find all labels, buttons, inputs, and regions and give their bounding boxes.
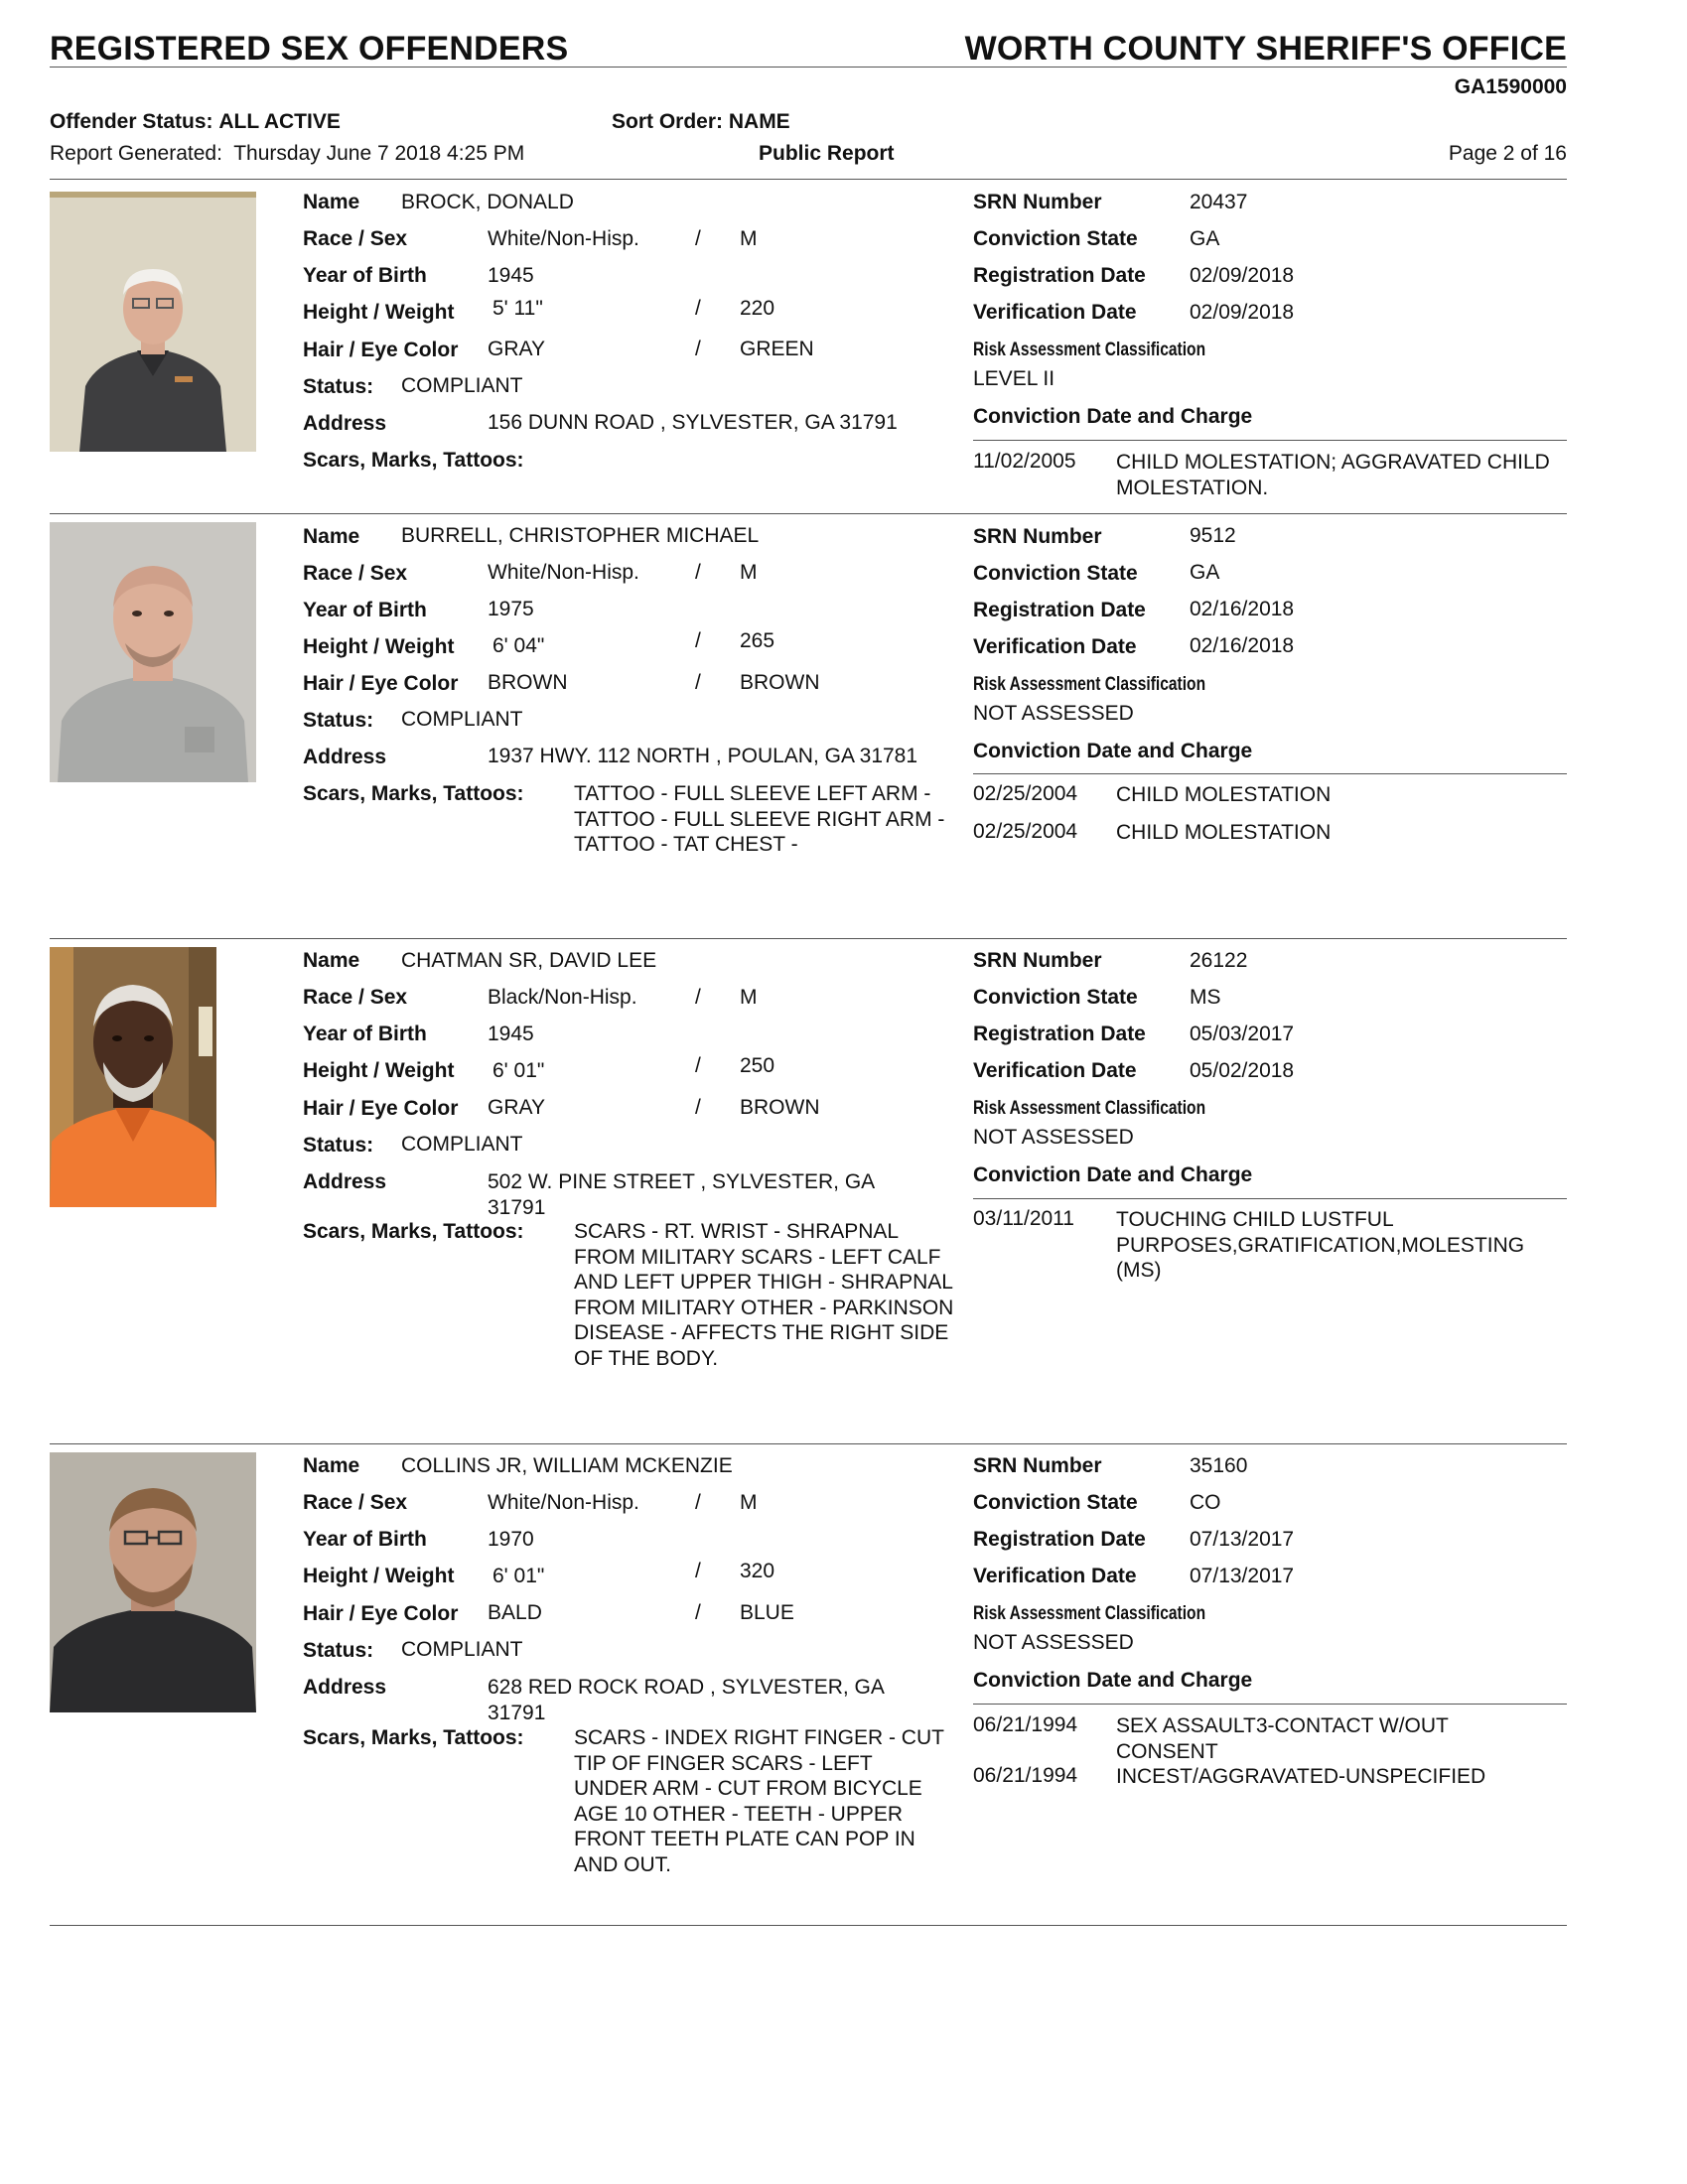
slash: / bbox=[695, 1054, 701, 1077]
charge-description: CHILD MOLESTATION bbox=[1116, 783, 1332, 806]
race-sex-label: Race / Sex bbox=[303, 227, 408, 250]
sort-order-value: NAME bbox=[728, 110, 790, 133]
status-label: Status: bbox=[303, 375, 374, 398]
risk-value: LEVEL II bbox=[973, 367, 1055, 390]
registration-date-label: Registration Date bbox=[973, 1528, 1146, 1551]
offender-photo-image bbox=[50, 522, 256, 782]
srn-label: SRN Number bbox=[973, 949, 1102, 972]
status-value: COMPLIANT bbox=[401, 1133, 523, 1156]
srn-value: 9512 bbox=[1190, 524, 1236, 547]
slash: / bbox=[695, 1491, 701, 1514]
risk-label: Risk Assessment Classification bbox=[973, 674, 1206, 695]
sex-value: M bbox=[740, 1491, 758, 1514]
report-page bbox=[50, 0, 1567, 2184]
srn-value: 26122 bbox=[1190, 949, 1248, 972]
year-of-birth-value: 1945 bbox=[488, 264, 534, 287]
status-label: Status: bbox=[303, 709, 374, 732]
offender-photo-image bbox=[50, 192, 256, 452]
conviction-state-value: MS bbox=[1190, 986, 1221, 1009]
weight-value: 250 bbox=[740, 1054, 775, 1077]
hair-eye-label: Hair / Eye Color bbox=[303, 1602, 459, 1625]
offender-photo-image bbox=[50, 1452, 256, 1712]
verification-date-label: Verification Date bbox=[973, 1059, 1137, 1082]
slash: / bbox=[695, 1560, 701, 1582]
verification-date-value: 05/02/2018 bbox=[1190, 1059, 1295, 1082]
conviction-charge-label: Conviction Date and Charge bbox=[973, 1669, 1253, 1692]
slash: / bbox=[695, 671, 701, 694]
race-sex-label: Race / Sex bbox=[303, 1491, 408, 1514]
offender-status-value: ALL ACTIVE bbox=[218, 110, 341, 133]
height-weight-label: Height / Weight bbox=[303, 635, 455, 658]
charge-date: 06/21/1994 bbox=[973, 1713, 1078, 1736]
scars-label: Scars, Marks, Tattoos: bbox=[303, 449, 524, 472]
slash: / bbox=[695, 561, 701, 584]
offender-status-label: Offender Status: bbox=[50, 110, 213, 133]
sort-order bbox=[612, 110, 790, 134]
record-divider bbox=[50, 513, 1567, 514]
name-label: Name bbox=[303, 1454, 360, 1477]
race-value: White/Non-Hisp. bbox=[488, 561, 639, 584]
conviction-state-label: Conviction State bbox=[973, 227, 1138, 250]
hair-eye-label: Hair / Eye Color bbox=[303, 672, 459, 695]
height-value: 6' 01" bbox=[492, 1059, 545, 1082]
srn-label: SRN Number bbox=[973, 1454, 1102, 1477]
name-label: Name bbox=[303, 525, 360, 548]
srn-label: SRN Number bbox=[973, 191, 1102, 213]
slash: / bbox=[695, 1096, 701, 1119]
report-generated-label: Report Generated: bbox=[50, 142, 222, 165]
record-divider bbox=[50, 1443, 1567, 1444]
charge-divider bbox=[973, 1704, 1567, 1705]
conviction-state-label: Conviction State bbox=[973, 986, 1138, 1009]
race-sex-label: Race / Sex bbox=[303, 562, 408, 585]
charge-divider bbox=[973, 773, 1567, 774]
verification-date-label: Verification Date bbox=[973, 635, 1137, 658]
hair-eye-label: Hair / Eye Color bbox=[303, 1097, 459, 1120]
risk-label: Risk Assessment Classification bbox=[973, 1603, 1206, 1624]
weight-value: 320 bbox=[740, 1560, 775, 1582]
address-value: 1937 HWY. 112 NORTH , POULAN, GA 31781 bbox=[488, 745, 918, 767]
offender-name: CHATMAN SR, DAVID LEE bbox=[401, 949, 657, 972]
charge-description: CHILD MOLESTATION; AGGRAVATED CHILD MOLESTATION. bbox=[1116, 451, 1550, 499]
year-of-birth-label: Year of Birth bbox=[303, 1528, 427, 1551]
race-sex-label: Race / Sex bbox=[303, 986, 408, 1009]
name-label: Name bbox=[303, 949, 360, 972]
offender-record bbox=[50, 947, 1567, 1444]
status-value: COMPLIANT bbox=[401, 1638, 523, 1661]
offender-record bbox=[50, 189, 1567, 514]
sort-order-label: Sort Order: bbox=[612, 110, 724, 133]
address-label: Address bbox=[303, 746, 387, 768]
status-label: Status: bbox=[303, 1134, 374, 1157]
charge-divider bbox=[973, 440, 1567, 441]
scars-label: Scars, Marks, Tattoos: bbox=[303, 1726, 524, 1749]
conviction-state-value: CO bbox=[1190, 1491, 1221, 1514]
report-generated-value: Thursday June 7 2018 4:25 PM bbox=[233, 142, 525, 165]
report-title: REGISTERED SEX OFFENDERS bbox=[50, 30, 569, 68]
year-of-birth-value: 1945 bbox=[488, 1023, 534, 1045]
conviction-charge-label: Conviction Date and Charge bbox=[973, 740, 1253, 762]
status-value: COMPLIANT bbox=[401, 374, 523, 397]
registration-date-value: 02/09/2018 bbox=[1190, 264, 1295, 287]
offender-photo bbox=[50, 1452, 256, 1712]
eye-value: BLUE bbox=[740, 1601, 794, 1624]
address-value: 156 DUNN ROAD , SYLVESTER, GA 31791 bbox=[488, 411, 898, 434]
name-label: Name bbox=[303, 191, 360, 213]
verification-date-label: Verification Date bbox=[973, 1565, 1137, 1587]
charge-date: 02/25/2004 bbox=[973, 820, 1078, 843]
year-of-birth-label: Year of Birth bbox=[303, 264, 427, 287]
address-value: 628 RED ROCK ROAD , SYLVESTER, GA 31791 bbox=[488, 1676, 884, 1724]
registration-date-value: 02/16/2018 bbox=[1190, 598, 1295, 620]
header-divider-2 bbox=[50, 179, 1567, 180]
race-value: White/Non-Hisp. bbox=[488, 227, 639, 250]
registration-date-value: 07/13/2017 bbox=[1190, 1528, 1295, 1551]
registration-date-label: Registration Date bbox=[973, 1023, 1146, 1045]
eye-value: GREEN bbox=[740, 338, 814, 360]
offender-photo-image bbox=[50, 947, 216, 1207]
address-value: 502 W. PINE STREET , SYLVESTER, GA 31791 bbox=[488, 1170, 875, 1219]
slash: / bbox=[695, 986, 701, 1009]
srn-value: 20437 bbox=[1190, 191, 1248, 213]
charge-divider bbox=[973, 1198, 1567, 1199]
verification-date-value: 07/13/2017 bbox=[1190, 1565, 1295, 1587]
offender-status bbox=[50, 110, 341, 134]
height-value: 6' 01" bbox=[492, 1565, 545, 1587]
record-divider bbox=[50, 1925, 1567, 1926]
hair-value: GRAY bbox=[488, 1096, 545, 1119]
page-number: Page 2 of 16 bbox=[1448, 142, 1567, 165]
hair-value: GRAY bbox=[488, 338, 545, 360]
offender-photo bbox=[50, 947, 216, 1207]
registration-date-label: Registration Date bbox=[973, 264, 1146, 287]
year-of-birth-value: 1975 bbox=[488, 598, 534, 620]
charge-date: 06/21/1994 bbox=[973, 1764, 1078, 1787]
registration-date-label: Registration Date bbox=[973, 599, 1146, 621]
slash: / bbox=[695, 297, 701, 320]
eye-value: BROWN bbox=[740, 671, 820, 694]
offender-record bbox=[50, 522, 1567, 939]
offender-record bbox=[50, 1452, 1567, 1926]
address-label: Address bbox=[303, 1676, 387, 1699]
srn-label: SRN Number bbox=[973, 525, 1102, 548]
verification-date-label: Verification Date bbox=[973, 301, 1137, 324]
year-of-birth-label: Year of Birth bbox=[303, 1023, 427, 1045]
verification-date-value: 02/09/2018 bbox=[1190, 301, 1295, 324]
conviction-charge-label: Conviction Date and Charge bbox=[973, 1163, 1253, 1186]
scars-value: SCARS - INDEX RIGHT FINGER - CUT TIP OF FINGER SCARS - LEFT UNDER ARM - CUT FROM BICYCLE AGE 10 OTHER - TEETH - UPPER FRONT TEETH PLATE CAN POP IN AND OUT. bbox=[574, 1726, 944, 1876]
charge-description: CHILD MOLESTATION bbox=[1116, 821, 1332, 844]
sex-value: M bbox=[740, 986, 758, 1009]
verification-date-value: 02/16/2018 bbox=[1190, 634, 1295, 657]
hair-value: BROWN bbox=[488, 671, 568, 694]
hair-eye-label: Hair / Eye Color bbox=[303, 339, 459, 361]
charge-date: 11/02/2005 bbox=[973, 450, 1076, 473]
risk-value: NOT ASSESSED bbox=[973, 702, 1134, 725]
height-weight-label: Height / Weight bbox=[303, 301, 455, 324]
weight-value: 220 bbox=[740, 297, 775, 320]
address-label: Address bbox=[303, 1170, 387, 1193]
report-generated bbox=[50, 142, 524, 166]
height-weight-label: Height / Weight bbox=[303, 1565, 455, 1587]
conviction-state-label: Conviction State bbox=[973, 1491, 1138, 1514]
weight-value: 265 bbox=[740, 629, 775, 652]
race-value: Black/Non-Hisp. bbox=[488, 986, 637, 1009]
charge-date: 02/25/2004 bbox=[973, 782, 1078, 805]
offender-photo bbox=[50, 192, 256, 452]
registration-date-value: 05/03/2017 bbox=[1190, 1023, 1295, 1045]
risk-label: Risk Assessment Classification bbox=[973, 340, 1206, 360]
sex-value: M bbox=[740, 561, 758, 584]
offender-photo bbox=[50, 522, 256, 782]
offender-name: COLLINS JR, WILLIAM MCKENZIE bbox=[401, 1454, 733, 1477]
record-divider bbox=[50, 938, 1567, 939]
conviction-state-value: GA bbox=[1190, 227, 1220, 250]
height-weight-label: Height / Weight bbox=[303, 1059, 455, 1082]
hair-value: BALD bbox=[488, 1601, 542, 1624]
scars-label: Scars, Marks, Tattoos: bbox=[303, 782, 524, 805]
address-label: Address bbox=[303, 412, 387, 435]
status-value: COMPLIANT bbox=[401, 708, 523, 731]
slash: / bbox=[695, 338, 701, 360]
scars-label: Scars, Marks, Tattoos: bbox=[303, 1220, 524, 1243]
charge-description: TOUCHING CHILD LUSTFUL PURPOSES,GRATIFICATION,MOLESTING (MS) bbox=[1116, 1208, 1525, 1282]
risk-value: NOT ASSESSED bbox=[973, 1631, 1134, 1654]
risk-label: Risk Assessment Classification bbox=[973, 1098, 1206, 1119]
height-value: 5' 11" bbox=[492, 297, 543, 320]
year-of-birth-value: 1970 bbox=[488, 1528, 534, 1551]
risk-value: NOT ASSESSED bbox=[973, 1126, 1134, 1149]
conviction-state-label: Conviction State bbox=[973, 562, 1138, 585]
scars-value: SCARS - RT. WRIST - SHRAPNAL FROM MILITARY SCARS - LEFT CALF AND LEFT UPPER THIGH - SHRAPNAL FROM MILITARY OTHER - PARKINSON DISEASE - AFFECTS THE RIGHT SIDE OF THE BODY. bbox=[574, 1220, 954, 1370]
eye-value: BROWN bbox=[740, 1096, 820, 1119]
slash: / bbox=[695, 227, 701, 250]
year-of-birth-label: Year of Birth bbox=[303, 599, 427, 621]
scars-value: TATTOO - FULL SLEEVE LEFT ARM - TATTOO - FULL SLEEVE RIGHT ARM - TATTOO - TAT CHEST - bbox=[574, 782, 945, 856]
charge-date: 03/11/2011 bbox=[973, 1207, 1074, 1230]
status-label: Status: bbox=[303, 1639, 374, 1662]
header-divider bbox=[50, 67, 1567, 68]
report-type: Public Report bbox=[759, 142, 895, 165]
conviction-state-value: GA bbox=[1190, 561, 1220, 584]
slash: / bbox=[695, 1601, 701, 1624]
charge-description: SEX ASSAULT3-CONTACT W/OUT CONSENT bbox=[1116, 1714, 1449, 1763]
agency-title: WORTH COUNTY SHERIFF'S OFFICE bbox=[964, 30, 1567, 68]
sex-value: M bbox=[740, 227, 758, 250]
race-value: White/Non-Hisp. bbox=[488, 1491, 639, 1514]
conviction-charge-label: Conviction Date and Charge bbox=[973, 405, 1253, 428]
offender-name: BURRELL, CHRISTOPHER MICHAEL bbox=[401, 524, 760, 547]
height-value: 6' 04" bbox=[492, 634, 545, 657]
charge-description: INCEST/AGGRAVATED-UNSPECIFIED bbox=[1116, 1765, 1486, 1788]
agency-code: GA1590000 bbox=[1454, 75, 1567, 98]
offender-name: BROCK, DONALD bbox=[401, 191, 574, 213]
slash: / bbox=[695, 629, 701, 652]
srn-value: 35160 bbox=[1190, 1454, 1248, 1477]
